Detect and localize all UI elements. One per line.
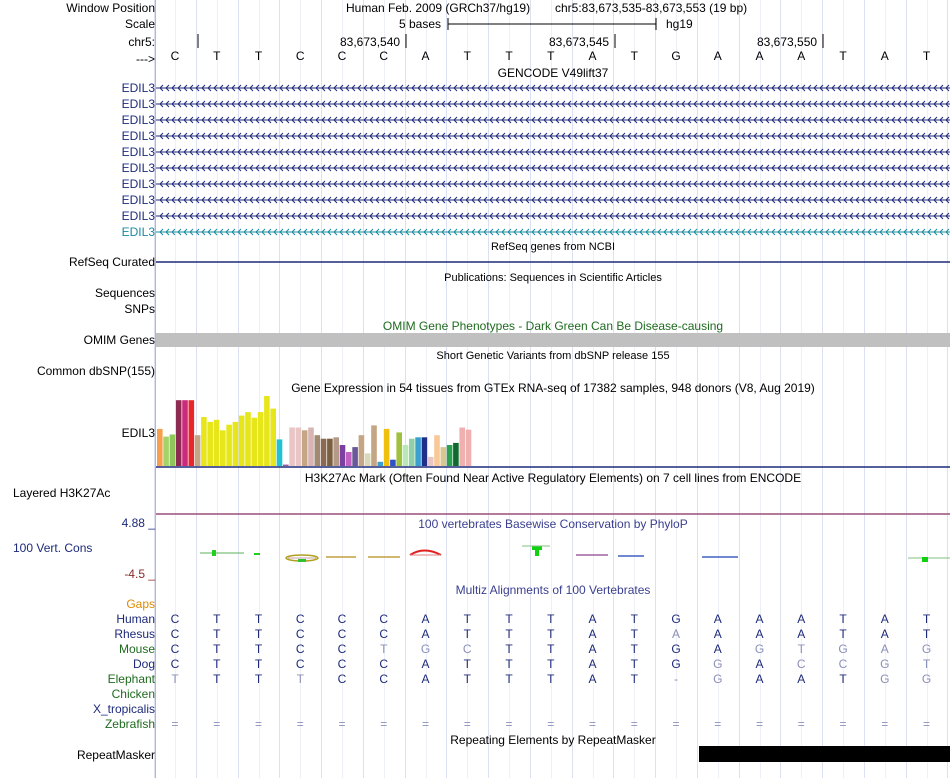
reference-base: A (588, 49, 597, 63)
multiz-base: T (505, 627, 513, 641)
multiz-base: T (797, 642, 805, 656)
multiz-base: A (797, 672, 806, 686)
multiz-base: T (463, 612, 471, 626)
phylop-mark-18 (922, 557, 928, 562)
gtex-tissue-bar (289, 428, 295, 467)
publications-snps-label[interactable]: SNPs (124, 302, 155, 316)
gtex-title[interactable]: Gene Expression in 54 tissues from GTEx RNA-seq of 17382 samples, 948 donors (V8, Aug 2019) (291, 381, 815, 395)
gtex-tissue-bar (415, 437, 421, 466)
multiz-base: G (880, 657, 890, 671)
multiz-base: A (755, 612, 764, 626)
multiz-base: C (295, 657, 305, 671)
gtex-tissue-bar (270, 409, 276, 466)
multiz-base: G (754, 642, 765, 656)
multiz-base: G (671, 642, 681, 656)
gtex-tissue-bar (466, 430, 472, 466)
gtex-tissue-bar (163, 437, 169, 466)
multiz-base: A (421, 612, 430, 626)
multiz-base: T (213, 612, 221, 626)
publications-sequences-label[interactable]: Sequences (94, 286, 155, 300)
multiz-base: T (922, 612, 931, 626)
repeatmasker-title[interactable]: Repeating Elements by RepeatMasker (450, 733, 656, 747)
multiz-base: G (713, 657, 723, 671)
position-text: chr5:83,673,535-83,673,553 (19 bp) (555, 1, 748, 15)
gtex-tissue-bar (340, 445, 346, 466)
gtex-tissue-bar (346, 452, 352, 466)
multiz-base: C (379, 672, 389, 686)
multiz-base: C (337, 642, 347, 656)
reference-base: T (213, 49, 221, 63)
multiz-base: T (839, 612, 847, 626)
reference-base: A (713, 49, 722, 63)
gtex-tissue-bar (315, 435, 321, 466)
multiz-base: A (797, 612, 806, 626)
multiz-gaps-label[interactable]: Gaps (126, 597, 155, 611)
gtex-tissue-bar (459, 428, 465, 467)
multiz-base: A (421, 672, 430, 686)
reference-base: A (421, 49, 430, 63)
multiz-base: A (880, 642, 889, 656)
multiz-species-label[interactable]: Zebrafish (104, 717, 155, 731)
omim-label[interactable]: OMIM Genes (83, 333, 155, 347)
multiz-base: C (379, 657, 389, 671)
multiz-species-label[interactable]: Dog (132, 657, 155, 671)
multiz-base: T (839, 672, 847, 686)
multiz-base: T (296, 672, 304, 686)
refseq-title[interactable]: RefSeq genes from NCBI (490, 241, 616, 253)
multiz-base: T (463, 672, 471, 686)
phylop-max-label: 4.88 _ (121, 516, 155, 530)
phylop-title[interactable]: 100 vertebrates Basewise Conservation by PhyloP (418, 517, 688, 531)
phylop-min-label: -4.5 _ (124, 567, 155, 581)
gtex-tissue-bar (252, 418, 258, 466)
multiz-base: C (337, 672, 347, 686)
multiz-base: = (588, 717, 596, 731)
phylop-wiggle[interactable] (156, 540, 950, 570)
multiz-base: G (921, 672, 932, 686)
assembly-text: Human Feb. 2009 (GRCh37/hg19) (346, 1, 531, 15)
gtex-tissue-bar (321, 439, 327, 466)
multiz-base: A (755, 672, 764, 686)
gtex-bar-chart[interactable] (156, 395, 950, 469)
gtex-tissue-bar (333, 437, 339, 466)
gtex-tissue-bar (264, 396, 270, 466)
reference-base: C (337, 49, 347, 63)
multiz-base: = (672, 717, 680, 731)
multiz-base: = (881, 717, 889, 731)
multiz-base: C (337, 627, 347, 641)
multiz-base: C (796, 657, 806, 671)
multiz-base: C (170, 642, 180, 656)
multiz-base: A (713, 627, 722, 641)
gencode-transcript-label[interactable]: EDIL3 (121, 193, 155, 207)
multiz-base: T (254, 627, 263, 641)
multiz-base: A (880, 627, 889, 641)
multiz-base: T (254, 672, 263, 686)
multiz-base: A (588, 672, 597, 686)
phylop-mark-2 (212, 550, 216, 556)
multiz-base: A (880, 612, 889, 626)
multiz-base: A (421, 627, 430, 641)
gtex-tissue-bar (277, 439, 283, 466)
gtex-tissue-bar (296, 428, 302, 467)
multiz-base: T (213, 657, 221, 671)
gtex-label[interactable]: EDIL3 (121, 426, 155, 440)
reference-base: T (463, 49, 471, 63)
multiz-species-label[interactable]: Chicken (111, 687, 155, 701)
gencode-transcript-label[interactable]: EDIL3 (121, 113, 155, 127)
gencode-title[interactable]: GENCODE V49lift37 (497, 66, 609, 80)
multiz-base: = (463, 717, 471, 731)
multiz-base: A (671, 627, 680, 641)
gtex-tissue-bar (365, 453, 371, 466)
gtex-tissue-bar (422, 437, 428, 466)
multiz-base: A (713, 612, 722, 626)
gencode-transcript-label[interactable]: EDIL3 (121, 161, 155, 175)
gtex-tissue-bar (239, 416, 245, 466)
gtex-tissue-bar (245, 412, 251, 466)
multiz-base: A (588, 612, 597, 626)
gtex-tissue-bar (409, 439, 415, 466)
multiz-base: T (254, 657, 263, 671)
multiz-base: = (547, 717, 555, 731)
reference-base: A (755, 49, 764, 63)
track-labels-column (0, 0, 155, 778)
multiz-base: = (839, 717, 847, 731)
gtex-tissue-bar (283, 465, 289, 466)
multiz-base: = (797, 717, 805, 731)
dbsnp-title[interactable]: Short Genetic Variants from dbSNP release 155 (436, 350, 670, 362)
gtex-tissue-bar (441, 447, 447, 466)
multiz-base: C (337, 612, 347, 626)
multiz-base: = (714, 717, 722, 731)
multiz-base: = (421, 717, 429, 731)
multiz-base: C (379, 612, 389, 626)
gtex-tissue-bar (428, 457, 434, 466)
multiz-base: G (921, 642, 932, 656)
multiz-base: = (922, 717, 930, 731)
multiz-base: T (254, 612, 263, 626)
gtex-tissue-bar (359, 435, 365, 466)
chrom-label: chr5: (128, 35, 155, 49)
multiz-base: G (671, 612, 681, 626)
multiz-base: A (421, 657, 430, 671)
gtex-tissue-bar (189, 400, 195, 466)
gtex-tissue-bar (384, 429, 390, 466)
multiz-species-label[interactable]: Rhesus (114, 627, 155, 641)
multiz-base: T (630, 612, 638, 626)
gtex-tissue-bar (176, 400, 182, 466)
multiz-base: C (295, 612, 305, 626)
window-position-label: Window Position (66, 1, 155, 15)
gtex-tissue-bar (434, 435, 440, 466)
multiz-base: - (674, 672, 678, 686)
multiz-base: T (505, 657, 513, 671)
gtex-tissue-bar (302, 430, 308, 466)
multiz-base: G (713, 672, 723, 686)
multiz-base: T (254, 642, 263, 656)
dbsnp-label[interactable]: Common dbSNP(155) (36, 364, 155, 378)
multiz-base: = (338, 717, 346, 731)
multiz-base: A (755, 627, 764, 641)
gtex-tissue-bar (195, 435, 201, 466)
reference-base: T (505, 49, 513, 63)
gtex-tissue-bar (233, 422, 239, 466)
multiz-base: T (505, 672, 513, 686)
h3k27ac-title[interactable]: H3K27Ac Mark (Often Found Near Active Regulatory Elements) on 7 cell lines from ENCODE (304, 471, 802, 485)
gtex-tissue-bar (258, 412, 264, 466)
scale-db: hg19 (666, 17, 693, 31)
gtex-tissue-bar (390, 460, 396, 466)
scale-bar (446, 17, 660, 31)
multiz-base: T (463, 657, 471, 671)
gtex-tissue-bar (371, 425, 377, 466)
reference-base: T (839, 49, 847, 63)
gtex-tissue-bar (396, 432, 402, 466)
multiz-species-label[interactable]: Elephant (107, 672, 155, 686)
gtex-tissue-bar (327, 439, 333, 466)
gtex-tissue-bar (403, 445, 409, 466)
refseq-label[interactable]: RefSeq Curated (68, 255, 155, 269)
gtex-tissue-bar (226, 425, 232, 466)
scale-label: Scale (124, 17, 155, 31)
multiz-base: C (838, 657, 848, 671)
multiz-base: T (922, 657, 931, 671)
multiz-base: = (755, 717, 763, 731)
gtex-tissue-bar (447, 445, 453, 466)
gtex-tissue-bar (182, 400, 188, 466)
gencode-transcript-label[interactable]: EDIL3 (121, 97, 155, 111)
gtex-tissue-bar (220, 430, 226, 466)
gtex-tissue-bar (378, 462, 384, 466)
strand-label: ---> (136, 52, 155, 66)
multiz-base: G (671, 657, 681, 671)
multiz-base: A (797, 627, 806, 641)
multiz-base: T (213, 627, 221, 641)
multiz-species-label[interactable]: Mouse (118, 642, 155, 656)
refseq-transcript[interactable] (156, 256, 950, 268)
repeatmasker-element[interactable] (699, 746, 950, 762)
multiz-base: A (588, 642, 597, 656)
publications-title[interactable]: Publications: Sequences in Scientific Articles (444, 272, 662, 284)
reference-base: T (922, 49, 931, 63)
multiz-base: T (213, 672, 221, 686)
multiz-base: C (337, 657, 347, 671)
multiz-base: C (295, 627, 305, 641)
phylop-mark-6 (298, 559, 306, 562)
multiz-base: C (462, 642, 472, 656)
gtex-tissue-bar (207, 422, 213, 466)
reference-base: G (671, 49, 681, 63)
multiz-base: = (505, 717, 513, 731)
omim-title[interactable]: OMIM Gene Phenotypes - Dark Green Can Be Disease-causing (382, 319, 724, 333)
multiz-base: = (213, 717, 221, 731)
gtex-tissue-bar (201, 417, 207, 466)
multiz-base: T (547, 672, 555, 686)
multiz-base: = (254, 717, 262, 731)
h3k27ac-label[interactable]: Layered H3K27Ac (13, 486, 111, 500)
gtex-tissue-bar (352, 447, 358, 466)
coord-label-3: 83,673,550 (757, 35, 818, 49)
multiz-base: T (505, 612, 513, 626)
multiz-base: C (170, 657, 180, 671)
multiz-base: = (296, 717, 304, 731)
gtex-tissue-bar (170, 435, 176, 467)
multiz-base: T (547, 612, 555, 626)
reference-base: A (880, 49, 889, 63)
repeatmasker-label[interactable]: RepeatMasker (76, 748, 155, 762)
multiz-base: C (170, 612, 180, 626)
gencode-transcript-label[interactable]: EDIL3 (121, 209, 155, 223)
gtex-tissue-bar (453, 443, 459, 466)
gtex-tissue-bar (157, 429, 163, 466)
multiz-base: T (630, 642, 638, 656)
reference-base: T (630, 49, 638, 63)
multiz-base: G (880, 672, 890, 686)
multiz-base: A (588, 627, 597, 641)
reference-base: C (379, 49, 389, 63)
scale-text: 5 bases (399, 17, 442, 31)
multiz-base: = (630, 717, 638, 731)
multiz-species-label[interactable]: Human (116, 612, 155, 626)
reference-base: T (254, 49, 263, 63)
gencode-transcripts[interactable] (156, 80, 950, 240)
multiz-base: A (713, 642, 722, 656)
coord-label-1: 83,673,540 (340, 35, 401, 49)
reference-base: C (170, 49, 180, 63)
multiz-base: A (588, 657, 597, 671)
multiz-base: T (547, 627, 555, 641)
coord-label-2: 83,673,545 (549, 35, 610, 49)
gtex-tissue-bar (214, 420, 220, 466)
reference-base: A (797, 49, 806, 63)
multiz-base: T (630, 672, 638, 686)
phylop-mark-9 (410, 551, 441, 556)
multiz-base: C (170, 627, 180, 641)
phylop-mark-12 (535, 546, 539, 556)
multiz-base: T (547, 657, 555, 671)
omim-bar[interactable] (156, 333, 950, 347)
multiz-base: T (171, 672, 179, 686)
multiz-species-label[interactable]: X_tropicalis (92, 702, 155, 716)
multiz-base: G (838, 642, 848, 656)
reference-base: C (295, 49, 305, 63)
multiz-base: = (380, 717, 388, 731)
gtex-tissue-bar (308, 428, 314, 467)
multiz-base: T (380, 642, 388, 656)
multiz-base: A (755, 657, 764, 671)
gencode-transcript-label[interactable]: EDIL3 (121, 177, 155, 191)
gencode-transcript-label[interactable]: EDIL3 (121, 145, 155, 159)
multiz-base: = (171, 717, 179, 731)
multiz-base: T (630, 657, 638, 671)
multiz-base: T (505, 642, 513, 656)
multiz-base: T (547, 642, 555, 656)
reference-base: T (547, 49, 555, 63)
multiz-base: T (839, 627, 847, 641)
multiz-base: T (630, 627, 638, 641)
multiz-base: C (379, 627, 389, 641)
multiz-base: T (922, 627, 931, 641)
multiz-base: C (295, 642, 305, 656)
gencode-transcript-label[interactable]: EDIL3 (121, 225, 155, 239)
multiz-base: G (420, 642, 431, 656)
phylop-label[interactable]: 100 Vert. Cons (13, 541, 93, 555)
multiz-base: T (463, 627, 471, 641)
gencode-transcript-label[interactable]: EDIL3 (121, 129, 155, 143)
multiz-base: T (213, 642, 221, 656)
gencode-transcript-label[interactable]: EDIL3 (121, 81, 155, 95)
multiz-title[interactable]: Multiz Alignments of 100 Vertebrates (455, 583, 651, 597)
